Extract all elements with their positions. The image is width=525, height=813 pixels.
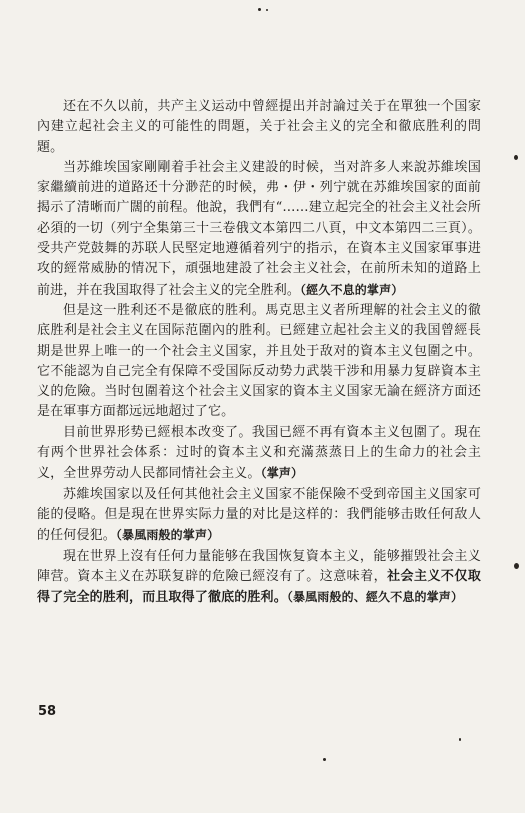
- paragraph-6: [37, 547, 481, 609]
- scan-speck: [514, 563, 519, 569]
- paragraph-2: [37, 158, 481, 301]
- applause-note: （暴風雨般的掌声）: [115, 528, 220, 543]
- paragraph-text: 但是这一胜利还不是徹底的胜利。馬克思主义者所理解的社会主义的徹底胜利是社会主义在国际范圍內的胜利。已經建立起社会主义的我国曾經長期是世界上唯一的一个社会主义国家，并且处于敌对的資本主义包圍之中。它不能認为自己完全有保障不受国际反动势力武裝干涉和用暴力复辟資本主义的危險。当时包圍着这个社会主义国家的資本主义国家无論在經济方面还是在軍事方面都远远地超过了它。: [37, 302, 481, 420]
- paragraph-text: 目前世界形势已經根本改变了。我国已經不再有資本主义包圍了。現在有两个世界社会体系：过时的資本主义和充滿蒸蒸日上的生命力的社会主义，全世界劳动人民都同情社会主义。: [37, 424, 481, 482]
- paragraph-3: [37, 301, 481, 423]
- page-number: 58: [38, 704, 57, 719]
- paragraph-4: [37, 423, 481, 485]
- body-text: [37, 97, 481, 608]
- scan-speck: [266, 9, 268, 11]
- scan-speck: [323, 758, 326, 761]
- emphasized-text: 社会主义不仅取得了完全的胜利，而且取得了徹底的胜利。: [37, 568, 481, 606]
- applause-note: （經久不息的掌声）: [300, 282, 404, 297]
- paragraph-text: 还在不久以前，共产主义运动中曾經提出并討論过关于在單独一个国家內建立起社会主义的可能性的問題，关于社会主义的完全和徹底胜利的問題。: [37, 99, 481, 155]
- scan-speck: [459, 738, 461, 741]
- scan-speck: [258, 8, 261, 11]
- paragraph-text: 苏維埃国家以及任何其他社会主义国家不能保險不受到帝国主义国家可能的侵略。但是現在世界实际力量的对比是这样的：我們能够击敗任何敌人的任何侵犯。: [37, 486, 481, 544]
- applause-note: （暴風雨般的、經久不息的掌声）: [286, 590, 464, 605]
- paragraph-1: [37, 97, 481, 158]
- scan-speck: [514, 155, 518, 160]
- applause-note: （掌声）: [260, 466, 304, 481]
- paragraph-5: [37, 485, 481, 547]
- paragraph-text: 当苏維埃国家剛剛着手社会主义建設的时候，当对許多人来說苏維埃国家繼續前进的道路还十分渺茫的时候，弗・伊・列宁就在苏維埃国家的面前揭示了清晰而广闊的前程。他說，我們有“……建立起完全的社会主义社会所必須的一切（列宁全集第三十三卷俄文本第四二八頁，中文本第四二三頁）。受共产党鼓舞的苏联人民堅定地遵循着列宁的指示，在資本主义国家軍事进攻的經常威胁的情况下，頑强地建設了社会主义社会，在前所未知的道路上前进，并在我国取得了社会主义的完全胜利。: [37, 159, 481, 298]
- paragraph-text: 現在世界上沒有任何力量能够在我国恢复資本主义，能够摧毁社会主义陣营。資本主义在苏联复辟的危險已經沒有了。这意味着，: [37, 548, 481, 584]
